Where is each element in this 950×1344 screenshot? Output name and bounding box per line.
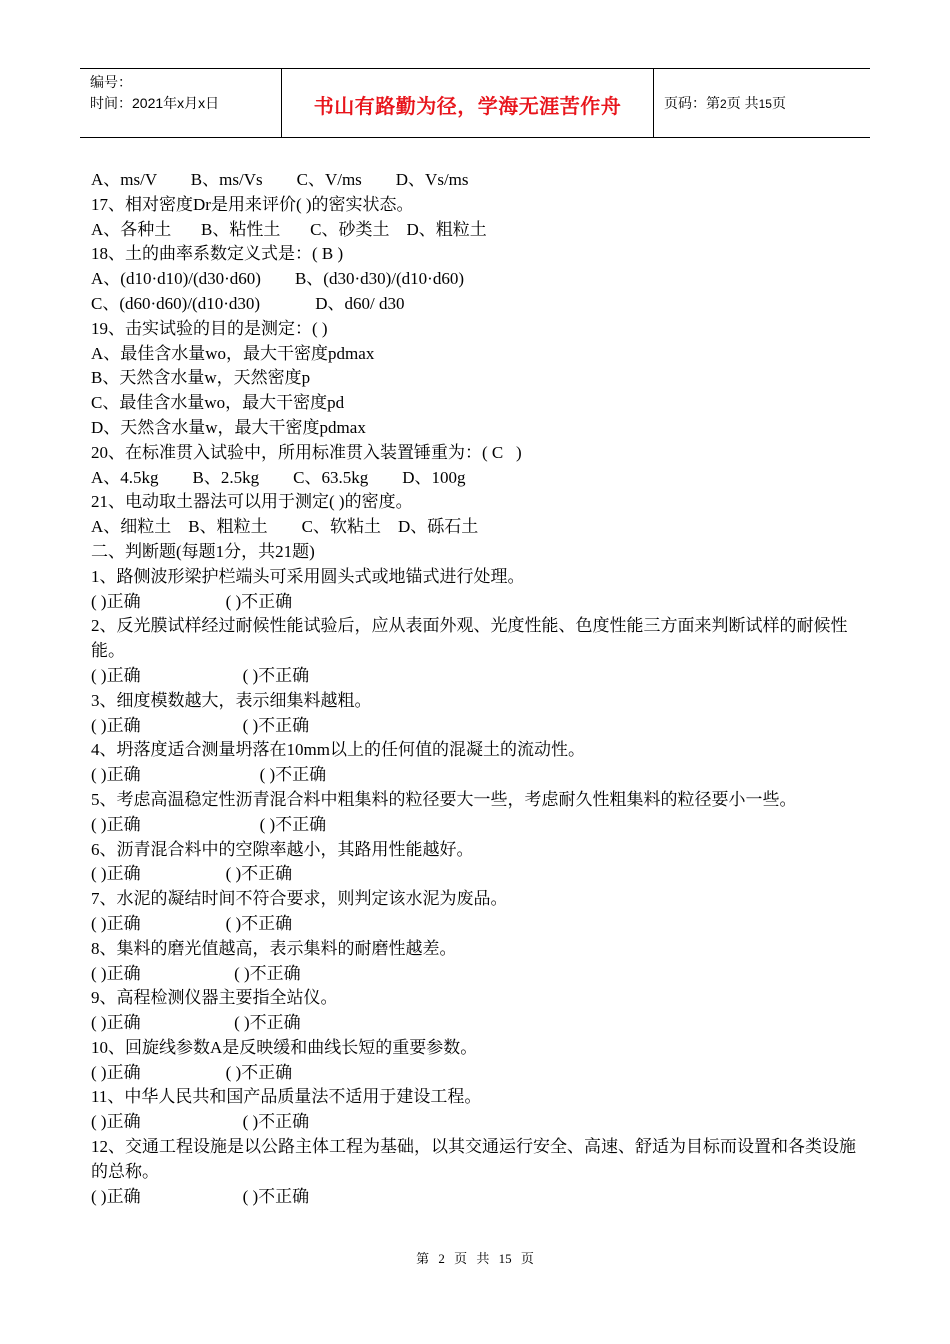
text-line: 3、细度模数越大，表示细集料越粗。 — [91, 690, 372, 710]
text-line: 1、路侧波形梁护栏端头可采用圆头式或地锚式进行处理。 — [91, 566, 525, 586]
text-line: ( )正确 ( )不正确 — [91, 913, 293, 933]
motto: 书山有路勤为径，学海无涯苦作舟 — [313, 94, 622, 118]
text-line: A、最佳含水量wo，最大干密度pdmax — [91, 343, 375, 363]
text-line: B、天然含水量w，天然密度p — [91, 368, 311, 388]
text-line: 17、相对密度Dr是用来评价( )的密实状态。 — [91, 194, 414, 214]
header-meta — [80, 69, 282, 137]
text-line: 19、击实试验的目的是测定：( ) — [91, 318, 328, 338]
text-line: ( )正确 ( )不正确 — [91, 963, 301, 983]
text-line: ( )正确 ( )不正确 — [91, 1013, 301, 1033]
page-prefix: 页码：第 — [664, 95, 720, 111]
number-label: 编号： — [90, 74, 132, 90]
text-line: 7、水泥的凝结时间不符合要求，则判定该水泥为废品。 — [91, 889, 508, 909]
page-mid: 页 共 — [726, 95, 759, 111]
text-line: ( )正确 ( )不正确 — [91, 814, 327, 834]
text-line: C、最佳含水量wo，最大干密度pd — [91, 393, 345, 413]
text-line: A、(d10·d10)/(d30·d60) B、(d30·d30)/(d10·d60) — [91, 269, 464, 289]
text-line: C、(d60·d60)/(d10·d30) D、d60/ d30 — [91, 293, 405, 313]
text-line: 20、在标准贯入试验中，所用标准贯入装置锤重为：( C ) — [91, 442, 522, 462]
header-motto-cell — [282, 69, 654, 137]
page-indicator — [664, 93, 786, 113]
text-line: 4、坍落度适合测量坍落在10mm以上的任何值的混凝土的流动性。 — [91, 740, 585, 760]
text-line: ( )正确 ( )不正确 — [91, 1112, 310, 1132]
page-current: 2 — [720, 97, 727, 111]
text-line: A、4.5kg B、2.5kg C、63.5kg D、100g — [91, 467, 466, 487]
page-header — [80, 68, 870, 138]
document-body — [91, 168, 863, 1209]
text-line: ( )正确 ( )不正确 — [91, 765, 327, 785]
text-line: 5、考虑高温稳定性沥青混合料中粗集料的粒径要大一些，考虑耐久性粗集料的粒径要小一些。 — [91, 789, 797, 809]
text-line: 21、电动取土器法可以用于测定( )的密度。 — [91, 492, 413, 512]
text-line: ( )正确 ( )不正确 — [91, 864, 293, 884]
text-line: D、天然含水量w，最大干密度pdmax — [91, 417, 366, 437]
text-line: 18、土的曲率系数定义式是：( B ) — [91, 244, 344, 264]
text-line: 10、回旋线参数A是反映缓和曲线长短的重要参数。 — [91, 1037, 478, 1057]
text-line: 11、中华人民共和国产品质量法不适用于建设工程。 — [91, 1087, 482, 1107]
text-line: ( )正确 ( )不正确 — [91, 1062, 293, 1082]
page-footer: 第 2 页 共 15 页 — [416, 1251, 534, 1266]
text-line: A、各种土 B、粘性土 C、砂类土 D、粗粒土 — [91, 219, 487, 239]
page-total: 15 — [758, 97, 772, 111]
header-page-cell — [654, 69, 870, 137]
text-line: A、细粒土 B、粗粒土 C、软粘土 D、砾石土 — [91, 517, 479, 537]
page-suffix: 页 — [771, 95, 786, 111]
text-line: 8、集料的磨光值越高，表示集料的耐磨性越差。 — [91, 938, 457, 958]
text-line: A、ms/V B、ms/Vs C、V/ms D、Vs/ms — [91, 170, 469, 189]
text-line: 9、高程检测仪器主要指全站仪。 — [91, 988, 338, 1008]
date-line: 时间：2021年x月x日 — [90, 95, 220, 111]
text-line: 2、反光膜试样经过耐候性能试验后，应从表面外观、光度性能、色度性能三方面来判断试样的耐候性能。 — [91, 616, 848, 661]
text-line: 二、判断题(每题1分，共21题) — [91, 541, 315, 561]
text-line: 6、沥青混合料中的空隙率越小，其路用性能越好。 — [91, 839, 474, 859]
text-line: ( )正确 ( )不正确 — [91, 665, 310, 685]
text-line: ( )正确 ( )不正确 — [91, 1186, 310, 1206]
text-line: ( )正确 ( )不正确 — [91, 715, 310, 735]
text-line: ( )正确 ( )不正确 — [91, 591, 293, 611]
text-line: 12、交通工程设施是以公路主体工程为基础，以其交通运行安全、高速、舒适为目标而设置和各类设施的总称。 — [91, 1137, 856, 1181]
